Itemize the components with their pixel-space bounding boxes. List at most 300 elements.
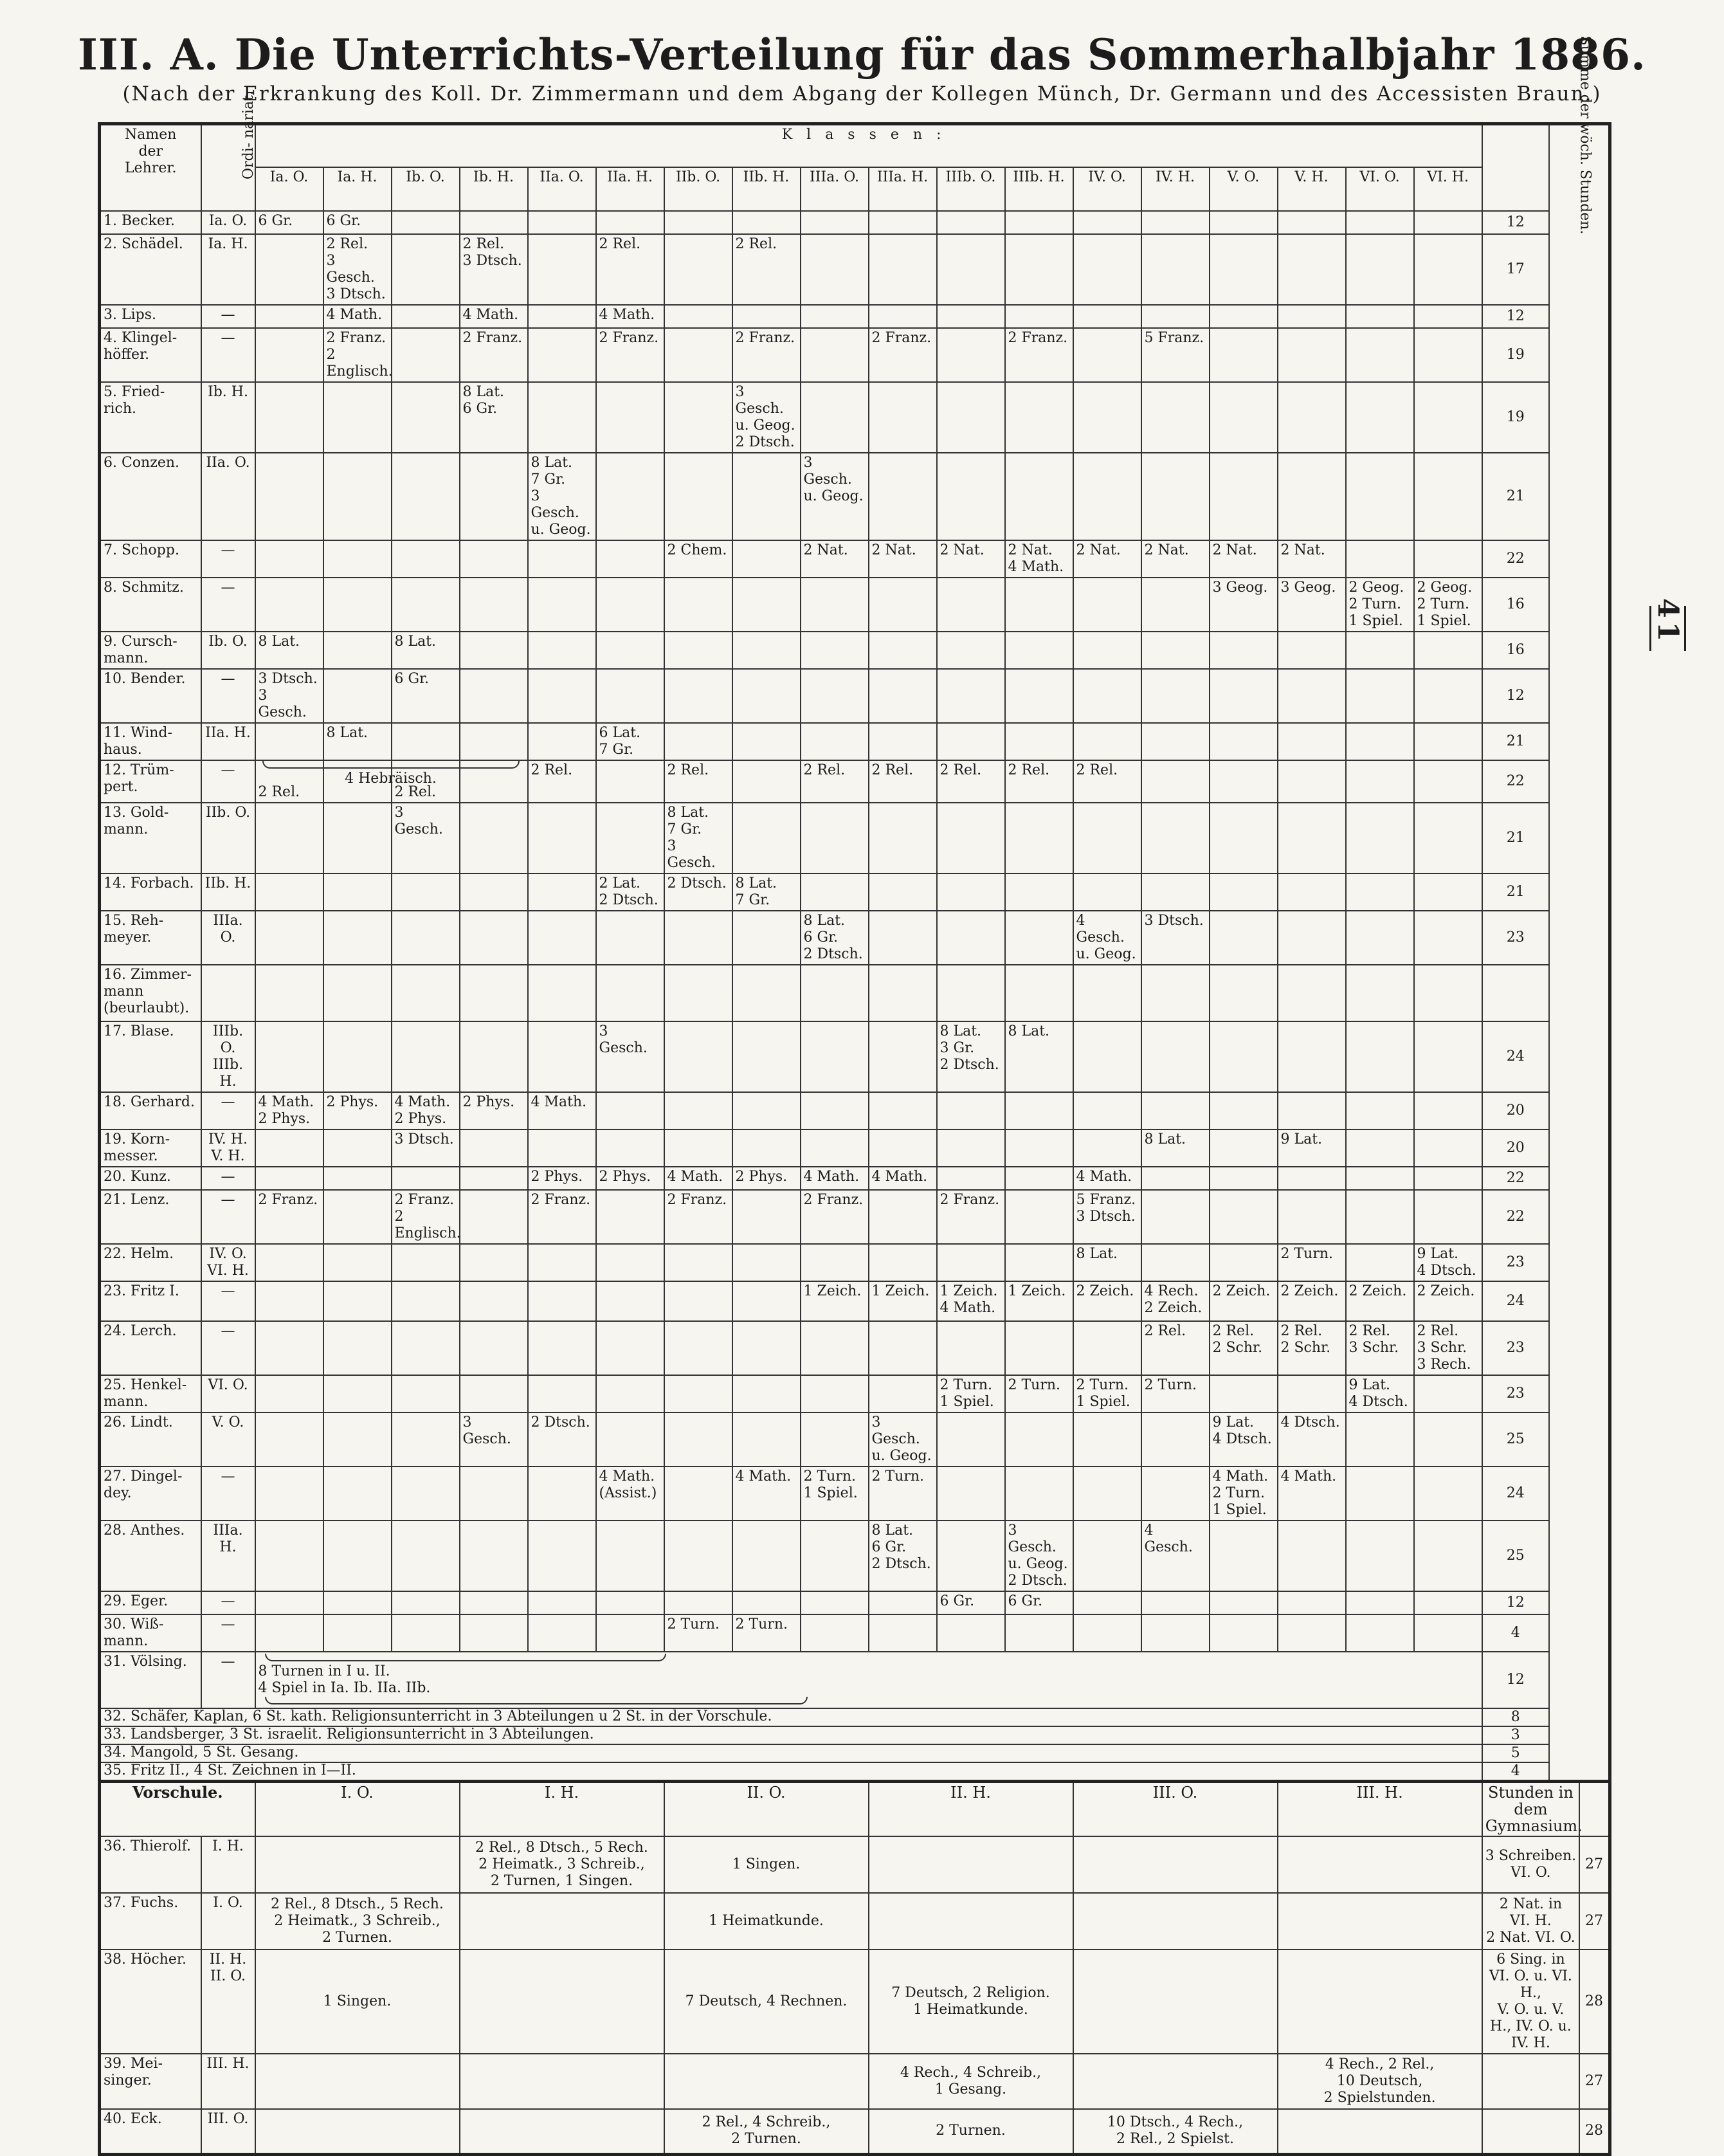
lesson-cell [937, 1167, 1005, 1190]
lesson-cell [1346, 305, 1414, 328]
lesson-cell [732, 540, 801, 578]
lesson-cell: 2 Franz. [255, 1190, 323, 1244]
lesson-cell [664, 1244, 732, 1281]
lesson-cell [1073, 669, 1141, 723]
column-header: IIIb. H. [1005, 167, 1073, 211]
lesson-cell: 8 Lat. [255, 632, 323, 669]
lesson-cell [664, 1521, 732, 1591]
lesson-cell [801, 1412, 869, 1466]
weekly-sum: 20 [1482, 1092, 1549, 1129]
lesson-cell: 8 Lat. 3 Gr. 2 Dtsch. [937, 1021, 1005, 1092]
teacher-name: 26. Lindt. [100, 1412, 201, 1466]
lesson-cell [1210, 760, 1278, 803]
lesson-cell [1141, 723, 1210, 760]
brace-mark [262, 761, 520, 769]
weekly-sum: 19 [1482, 328, 1549, 382]
lesson-cell: 2 Lat. 2 Dtsch. [596, 873, 664, 911]
page-title: III. A. Die Unterrichts-Verteilung für das Sommerhalbjahr 1886. [78, 30, 1646, 80]
lesson-cell: 2 Turn. 1 Spiel. [1073, 1375, 1141, 1412]
lesson-cell [1346, 328, 1414, 382]
lesson-cell [801, 211, 869, 234]
lesson-cell [1278, 965, 1346, 1021]
vorschule-header-cell: Vorschule. [100, 1782, 255, 1837]
teacher-row [100, 1190, 1610, 1244]
lesson-cell [528, 723, 596, 760]
vorschule-lesson-cell: 1 Singen. [255, 1950, 460, 2054]
ordinariat [201, 965, 255, 1021]
lesson-cell [937, 1092, 1005, 1129]
weekly-sum: 25 [1482, 1412, 1549, 1466]
weekly-sum: 23 [1482, 1321, 1549, 1375]
lesson-cell [392, 540, 460, 578]
lesson-cell [255, 382, 323, 453]
lesson-cell [869, 211, 937, 234]
lesson-cell [392, 382, 460, 453]
lesson-cell: 9 Lat. 4 Dtsch. [1346, 1375, 1414, 1412]
lesson-cell [1414, 328, 1482, 382]
vorschule-header-cell: II. H. [869, 1782, 1073, 1837]
lesson-cell [937, 1412, 1005, 1466]
lesson-cell [869, 1614, 937, 1652]
lesson-cell: 2 Rel. 4 Hebräisch. [255, 760, 323, 803]
teacher-name: 17. Blase. [100, 1021, 201, 1092]
lesson-cell [1141, 1021, 1210, 1092]
ordinariat: — [201, 540, 255, 578]
lesson-cell [392, 234, 460, 305]
column-header: IV. H. [1141, 167, 1210, 211]
teacher-row [100, 760, 1610, 803]
lesson-cell [1073, 1021, 1141, 1092]
weekly-sum: 24 [1482, 1281, 1549, 1321]
external-teacher-text: 33. Landsberger, 3 St. israelit. Religionsunterricht in 3 Abteilungen. [100, 1726, 1482, 1744]
teacher-name: 9. Cursch- mann. [100, 632, 201, 669]
lesson-cell [460, 1321, 528, 1375]
teacher-name: 38. Höcher. [100, 1950, 201, 2054]
teacher-name: 21. Lenz. [100, 1190, 201, 1244]
weekly-sum: 22 [1482, 540, 1549, 578]
ordinariat: — [201, 1321, 255, 1375]
ordinariat: Ia. O. [201, 211, 255, 234]
teacher-name: 29. Eger. [100, 1591, 201, 1614]
lesson-cell [1005, 911, 1073, 965]
lesson-cell [1141, 305, 1210, 328]
lesson-cell [801, 1321, 869, 1375]
lesson-cell [528, 305, 596, 328]
lesson-cell [1414, 540, 1482, 578]
lesson-cell [1346, 1614, 1414, 1652]
lesson-cell [460, 803, 528, 873]
lesson-cell [1005, 1321, 1073, 1375]
teacher-row [100, 911, 1610, 965]
vorschule-row [100, 1893, 1610, 1950]
ordinariat: II. H. II. O. [201, 1950, 255, 2054]
external-teacher-text: 32. Schäfer, Kaplan, 6 St. kath. Religionsunterricht in 3 Abteilungen u 2 St. in der Vorschule. [100, 1708, 1482, 1726]
lesson-cell: 2 Rel. 3 Gesch. 3 Dtsch. [323, 234, 392, 305]
lesson-cell [869, 1591, 937, 1614]
lesson-cell [937, 211, 1005, 234]
lesson-cell [1073, 1466, 1141, 1521]
lesson-span-text: 8 Turnen in I u. II. [258, 1663, 390, 1679]
vorschule-header [100, 1782, 1610, 1837]
lesson-cell [801, 234, 869, 305]
lesson-cell [1278, 911, 1346, 965]
lesson-cell [1210, 803, 1278, 873]
weekly-sum: 27 [1579, 2054, 1610, 2109]
lesson-cell [869, 1244, 937, 1281]
ordinariat: — [201, 1092, 255, 1129]
weekly-sum: 23 [1482, 911, 1549, 965]
vorschule-lesson-cell: 2 Turnen. [869, 2109, 1073, 2154]
lesson-cell: 2 Turn. 1 Spiel. [937, 1375, 1005, 1412]
teacher-row [100, 305, 1610, 328]
lesson-cell: 2 Franz. [937, 1190, 1005, 1244]
weekly-sum: 28 [1579, 1950, 1610, 2054]
lesson-cell [801, 1021, 869, 1092]
weekly-sum: 16 [1482, 632, 1549, 669]
lesson-cell: 2 Rel. 3 Schr. [1346, 1321, 1414, 1375]
lesson-cell: 6 Gr. [323, 211, 392, 234]
lesson-cell [392, 965, 460, 1021]
lesson-cell [801, 632, 869, 669]
teacher-row [100, 965, 1610, 1021]
lesson-cell [869, 1321, 937, 1375]
lesson-cell [937, 234, 1005, 305]
lesson-cell [1414, 1129, 1482, 1167]
lesson-cell [528, 1591, 596, 1614]
lesson-cell [664, 1281, 732, 1321]
lesson-cell: 2 Rel. [1073, 760, 1141, 803]
lesson-cell: 9 Lat. 4 Dtsch. [1414, 1244, 1482, 1281]
vorschule-lesson-cell [1073, 2054, 1278, 2109]
lesson-cell [323, 1021, 392, 1092]
lesson-cell [869, 234, 937, 305]
lesson-cell [869, 803, 937, 873]
external-teacher-text: 35. Fritz II., 4 St. Zeichnen in I—II. [100, 1762, 1482, 1782]
lesson-cell [801, 1614, 869, 1652]
lesson-cell [528, 1521, 596, 1591]
lesson-cell: 4 Math. 2 Turn. 1 Spiel. [1210, 1466, 1278, 1521]
column-header: IIb. O. [664, 167, 732, 211]
lesson-cell: 2 Nat. [1278, 540, 1346, 578]
lesson-cell [392, 578, 460, 632]
lesson-cell [1278, 305, 1346, 328]
lesson-cell [732, 760, 801, 803]
lesson-cell [664, 723, 732, 760]
vorschule-header-cell: Stunden in dem Gymnasium. [1482, 1782, 1579, 1837]
lesson-cell [1210, 1614, 1278, 1652]
lesson-span-text: 4 Hebräisch. [345, 771, 437, 787]
lesson-span-text: 4 Spiel in Ia. Ib. IIa. IIb. [258, 1680, 431, 1696]
lesson-cell [528, 1244, 596, 1281]
lesson-cell [937, 382, 1005, 453]
lesson-cell [596, 540, 664, 578]
vorschule-lesson-cell: 1 Heimatkunde. [664, 1893, 869, 1950]
lesson-cell [460, 632, 528, 669]
lesson-cell: 2 Franz. [664, 1190, 732, 1244]
lesson-cell: 2 Rel. [869, 760, 937, 803]
lesson-cell: 3 Dtsch. 3 Gesch. [255, 669, 323, 723]
lesson-cell [1073, 305, 1141, 328]
lesson-cell [460, 578, 528, 632]
column-header: IIIa. O. [801, 167, 869, 211]
lesson-cell [392, 1321, 460, 1375]
lesson-cell [460, 1375, 528, 1412]
lesson-cell [1346, 234, 1414, 305]
lesson-cell [528, 669, 596, 723]
header-names: Namen der Lehrer. [100, 124, 201, 212]
lesson-cell [596, 632, 664, 669]
lesson-cell [732, 1021, 801, 1092]
teacher-row [100, 1591, 1610, 1614]
lesson-cell [1414, 211, 1482, 234]
lesson-cell [869, 723, 937, 760]
lesson-cell [460, 1591, 528, 1614]
lesson-cell [528, 1021, 596, 1092]
lesson-cell [1073, 1412, 1141, 1466]
ordinariat: — [201, 1466, 255, 1521]
ordinariat: IIIb. O. IIIb. H. [201, 1021, 255, 1092]
lesson-cell [323, 873, 392, 911]
lesson-cell [1278, 1092, 1346, 1129]
lesson-cell: 2 Franz. [869, 328, 937, 382]
lesson-cell: 3 Geog. [1210, 578, 1278, 632]
lesson-cell: 1 Zeich. [1005, 1281, 1073, 1321]
lesson-cell [664, 911, 732, 965]
lesson-cell [460, 1521, 528, 1591]
vorschule-row [100, 2109, 1610, 2154]
lesson-cell: 2 Nat. 4 Math. [1005, 540, 1073, 578]
lesson-cell: 2 Nat. [1210, 540, 1278, 578]
lesson-cell [1414, 1521, 1482, 1591]
vorschule-lesson-cell: 3 Schreiben. VI. O. [1482, 1836, 1579, 1893]
lesson-cell: 8 Lat. 6 Gr. [460, 382, 528, 453]
lesson-cell [1278, 1614, 1346, 1652]
lesson-cell [869, 1375, 937, 1412]
lesson-cell: 2 Rel. 3 Dtsch. [460, 234, 528, 305]
lesson-span-cell [255, 1652, 1482, 1708]
lesson-cell [1414, 453, 1482, 540]
vorschule-lesson-cell: 2 Rel., 8 Dtsch., 5 Rech. 2 Heimatk., 3 Schreib., 2 Turnen. [255, 1893, 460, 1950]
vorschule-lesson-cell [460, 1893, 664, 1950]
lesson-cell [460, 1021, 528, 1092]
teacher-row [100, 1281, 1610, 1321]
teacher-name: 10. Bender. [100, 669, 201, 723]
lesson-cell [937, 1129, 1005, 1167]
lesson-cell [460, 211, 528, 234]
lesson-cell [255, 911, 323, 965]
lesson-cell [664, 328, 732, 382]
lesson-cell [801, 1521, 869, 1591]
teacher-row [100, 1021, 1610, 1092]
lesson-cell: 2 Turn. [664, 1614, 732, 1652]
vorschule-header-cell: III. O. [1073, 1782, 1278, 1837]
teacher-name: 5. Fried- rich. [100, 382, 201, 453]
lesson-cell [732, 632, 801, 669]
teacher-name: 31. Völsing. [100, 1652, 201, 1708]
lesson-cell [1210, 1021, 1278, 1092]
ordinariat: IIa. H. [201, 723, 255, 760]
lesson-cell [1141, 803, 1210, 873]
lesson-cell [323, 1190, 392, 1244]
lesson-cell: 2 Rel. [937, 760, 1005, 803]
teacher-name: 6. Conzen. [100, 453, 201, 540]
lesson-cell: 3 Dtsch. [392, 1129, 460, 1167]
lesson-cell: 2 Phys. [460, 1092, 528, 1129]
lesson-cell: 2 Nat. [1141, 540, 1210, 578]
lesson-cell [1005, 1092, 1073, 1129]
lesson-cell [1414, 1614, 1482, 1652]
lesson-cell: 8 Lat. [392, 632, 460, 669]
external-teacher-row [100, 1744, 1610, 1762]
lesson-cell [1210, 965, 1278, 1021]
lesson-cell [1278, 873, 1346, 911]
lesson-cell [1005, 1190, 1073, 1244]
lesson-cell: 2 Franz. 2 Englisch. [392, 1190, 460, 1244]
lesson-cell: 8 Lat. [1005, 1021, 1073, 1092]
ordinariat: Ia. H. [201, 234, 255, 305]
lesson-cell [1005, 723, 1073, 760]
weekly-sum: 21 [1482, 803, 1549, 873]
lesson-cell [664, 305, 732, 328]
lesson-cell: 1 Zeich. [869, 1281, 937, 1321]
lesson-cell [1005, 803, 1073, 873]
lesson-cell [1210, 1167, 1278, 1190]
lesson-cell [255, 453, 323, 540]
lesson-cell [732, 1375, 801, 1412]
lesson-cell [664, 632, 732, 669]
lesson-cell [323, 803, 392, 873]
vorschule-lesson-cell [460, 2054, 664, 2109]
lesson-cell [1346, 1021, 1414, 1092]
weekly-sum: 22 [1482, 1167, 1549, 1190]
lesson-cell [1210, 1129, 1278, 1167]
lesson-cell [255, 1466, 323, 1521]
lesson-cell: 4 Math. 2 Phys. [392, 1092, 460, 1129]
lesson-cell [732, 803, 801, 873]
lesson-cell [1141, 1591, 1210, 1614]
lesson-cell [1414, 632, 1482, 669]
lesson-cell: 2 Rel. [1141, 1321, 1210, 1375]
lesson-cell [869, 305, 937, 328]
lesson-cell [801, 965, 869, 1021]
lesson-cell: 2 Franz. [1005, 328, 1073, 382]
lesson-cell [323, 382, 392, 453]
lesson-cell [1141, 965, 1210, 1021]
lesson-cell: 8 Lat. [1073, 1244, 1141, 1281]
lesson-cell [1005, 382, 1073, 453]
lesson-cell [869, 1092, 937, 1129]
lesson-cell: 2 Franz. [460, 328, 528, 382]
lesson-cell [1414, 669, 1482, 723]
lesson-cell: 2 Franz. [528, 1190, 596, 1244]
lesson-cell: 2 Rel. [801, 760, 869, 803]
lesson-cell: 2 Zeich. [1414, 1281, 1482, 1321]
lesson-cell: 2 Dtsch. [528, 1412, 596, 1466]
lesson-cell [1414, 1591, 1482, 1614]
lesson-cell [1346, 382, 1414, 453]
ordinariat: — [201, 669, 255, 723]
lesson-cell [460, 873, 528, 911]
lesson-cell [801, 803, 869, 873]
lesson-cell [596, 1375, 664, 1412]
teacher-row [100, 1375, 1610, 1412]
lesson-cell [1346, 1591, 1414, 1614]
lesson-cell [937, 453, 1005, 540]
lesson-cell: 4 Math. [1073, 1167, 1141, 1190]
lesson-cell [323, 1466, 392, 1521]
vorschule-lesson-cell [1073, 1893, 1278, 1950]
lesson-cell [255, 1321, 323, 1375]
column-header: IIIa. H. [869, 167, 937, 211]
lesson-cell: 2 Rel. [664, 760, 732, 803]
lesson-cell [1005, 1412, 1073, 1466]
vorschule-header-cell: I. H. [460, 1782, 664, 1837]
lesson-cell [460, 1244, 528, 1281]
lesson-cell [1278, 382, 1346, 453]
ordinariat: Ib. O. [201, 632, 255, 669]
lesson-cell [1278, 760, 1346, 803]
lesson-cell [392, 873, 460, 911]
lesson-cell [392, 211, 460, 234]
ordinariat: IV. O. VI. H. [201, 1244, 255, 1281]
lesson-cell [869, 578, 937, 632]
teacher-row [100, 669, 1610, 723]
lesson-cell [1414, 305, 1482, 328]
lesson-cell [255, 1167, 323, 1190]
lesson-cell [1346, 911, 1414, 965]
weekly-sum: 21 [1482, 723, 1549, 760]
lesson-cell [1346, 453, 1414, 540]
lesson-cell [596, 1190, 664, 1244]
teacher-row [100, 1466, 1610, 1521]
lesson-cell [801, 723, 869, 760]
lesson-cell [1073, 1521, 1141, 1591]
lesson-cell [732, 1521, 801, 1591]
weekly-sum: 5 [1482, 1744, 1549, 1762]
lesson-cell [1414, 1375, 1482, 1412]
lesson-cell: 4 Math. [323, 305, 392, 328]
lesson-cell [1414, 1466, 1482, 1521]
lesson-cell [1141, 453, 1210, 540]
lesson-cell [392, 1281, 460, 1321]
lesson-cell [323, 632, 392, 669]
page-subtitle: (Nach der Erkrankung des Koll. Dr. Zimmermann und dem Abgang der Kollegen Münch, Dr. Germann und des Accessisten Braun.) [122, 82, 1602, 105]
lesson-cell: 2 Zeich. [1210, 1281, 1278, 1321]
lesson-cell: 2 Nat. [869, 540, 937, 578]
lesson-cell [732, 1412, 801, 1466]
lesson-cell: 3 Gesch. [392, 803, 460, 873]
lesson-cell [937, 578, 1005, 632]
lesson-cell [732, 1244, 801, 1281]
lesson-cell [596, 1614, 664, 1652]
lesson-cell [1141, 1167, 1210, 1190]
lesson-cell [1141, 1466, 1210, 1521]
lesson-cell [1141, 669, 1210, 723]
lesson-cell [528, 1614, 596, 1652]
teacher-name: 27. Dingel- dey. [100, 1466, 201, 1521]
lesson-cell [1278, 1375, 1346, 1412]
weekly-sum: 22 [1482, 1190, 1549, 1244]
lesson-cell [1073, 328, 1141, 382]
lesson-cell [801, 578, 869, 632]
weekly-sum: 19 [1482, 382, 1549, 453]
lesson-cell [528, 328, 596, 382]
lesson-cell: 2 Turn. [1141, 1375, 1210, 1412]
lesson-cell [937, 1244, 1005, 1281]
external-teacher-row [100, 1708, 1610, 1726]
vorschule-lesson-cell [1278, 2109, 1482, 2154]
lesson-cell [732, 1591, 801, 1614]
